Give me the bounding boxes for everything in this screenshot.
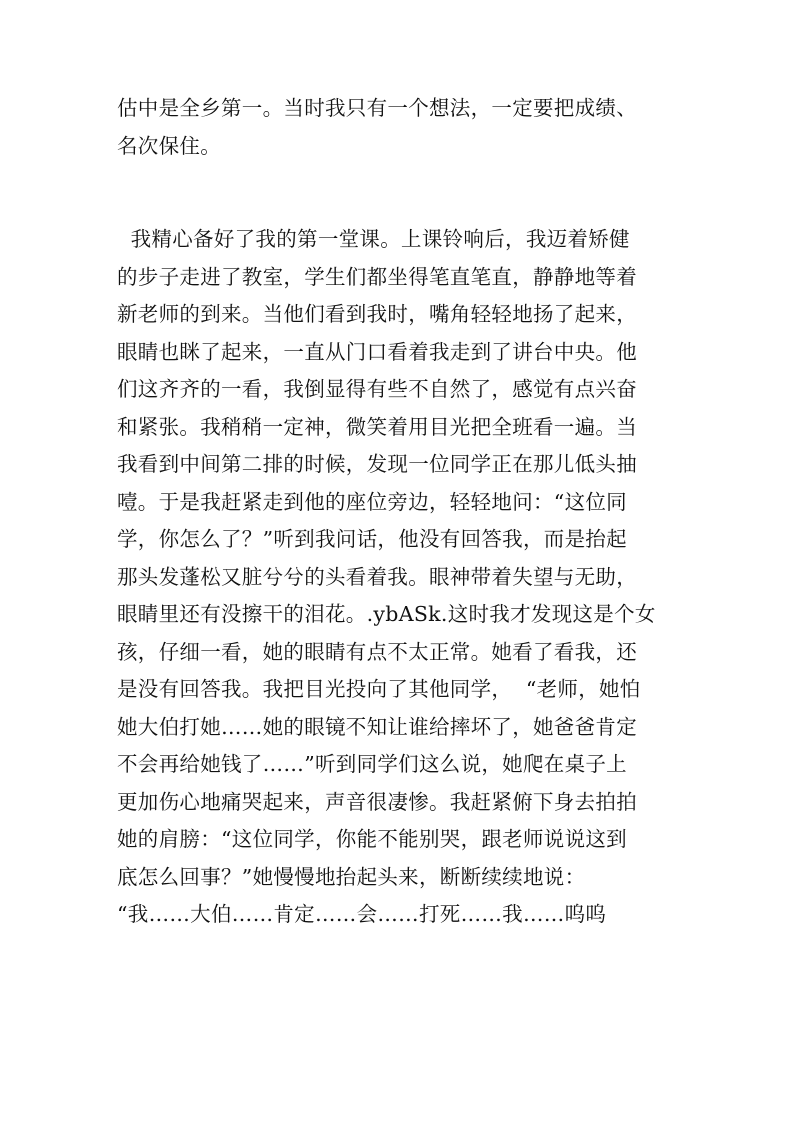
text-line: 学，你怎么了？”听到我问话，他没有回答我，而是抬起 [117, 527, 627, 551]
text-line: 名次保住。 [117, 133, 221, 158]
text-line: 那头发蓬松又脏兮兮的头看着我。眼神带着失望与无助， [117, 564, 637, 589]
text-line: “我……大伯……肯定……会……打死……我……呜呜 [117, 902, 607, 926]
text-line: 更加伤心地痛哭起来，声音很凄惨。我赶紧俯下身去拍拍 [117, 789, 637, 814]
text-line: 噎。于是我赶紧走到他的座位旁边，轻轻地问：“这位同 [117, 489, 627, 514]
text-line: 她大伯打她……她的眼镜不知让谁给摔坏了，她爸爸肯定 [117, 714, 637, 739]
paragraph-continued [117, 90, 685, 165]
text-line: 眼睛也眯了起来，一直从门口看着我走到了讲台中央。他 [117, 339, 637, 364]
text-line: 我看到中间第二排的时候，发现一位同学正在那儿低头抽 [117, 452, 637, 476]
text-line: 们这齐齐的一看，我倒显得有些不自然了，感觉有点兴奋 [117, 377, 637, 401]
text-line: 我精心备好了我的第一堂课。上课铃响后，我迈着矫健 [117, 227, 630, 251]
paragraph-first-class [117, 221, 685, 934]
text-line: 和紧张。我稍稍一定神，微笑着用目光把全班看一遍。当 [117, 414, 637, 439]
text-line: 眼睛里还有没擦干的泪花。.ybASk.这时我才发现这是个女 [117, 602, 656, 626]
text-line: 孩，仔细一看，她的眼睛有点不太正常。她看了看我，还 [117, 639, 637, 664]
text-line: 估中是全乡第一。当时我只有一个想法，一定要把成绩、 [117, 96, 637, 120]
text-line: 新老师的到来。当他们看到我时，嘴角轻轻地扬了起来， [117, 302, 637, 326]
text-line: 她的肩膀：“这位同学，你能不能别哭，跟老师说说这到 [117, 827, 627, 851]
text-line: 是没有回答我。我把目光投向了其他同学， “老师，她怕 [117, 677, 641, 701]
text-line: 不会再给她钱了……”听到同学们这么说，她爬在桌子上 [117, 752, 627, 776]
text-line: 底怎么回事？”她慢慢地抬起头来，断断续续地说： [117, 864, 586, 889]
text-line: 的步子走进了教室，学生们都坐得笔直笔直，静静地等着 [117, 264, 637, 289]
